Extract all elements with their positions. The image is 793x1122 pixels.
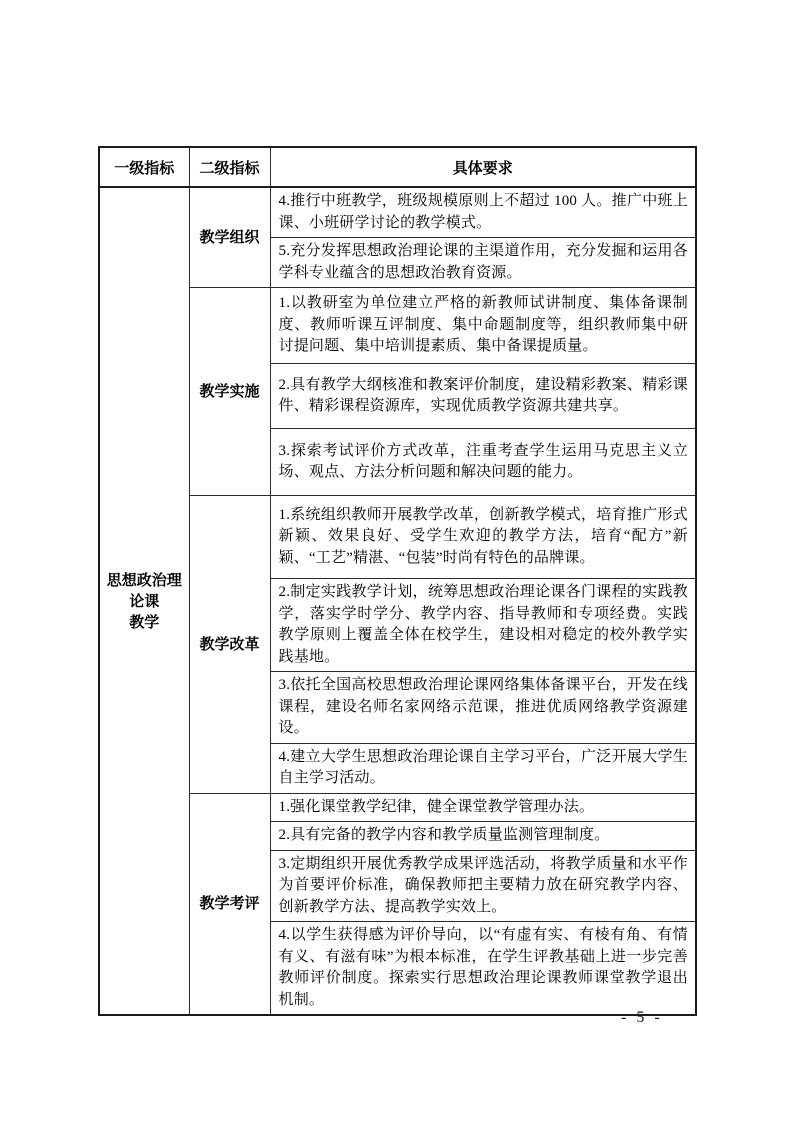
table-row xyxy=(99,496,696,579)
requirement-cell: 5.充分发挥思想政治理论课的主渠道作用，充分发掘和运用各学科专业蕴含的思想政治教育资源。 xyxy=(270,238,696,288)
requirement-cell: 1.强化课堂教学纪律，健全课堂教学管理办法。 xyxy=(270,793,696,822)
requirement-cell: 1.系统组织教师开展教学改革，创新教学模式，培育推广形式新颖、效果良好、受学生欢迎的教学方法，培育“配方”新颖、“工艺”精湛、“包装”时尚有特色的品牌课。 xyxy=(270,496,696,579)
requirement-cell: 3.依托全国高校思想政治理论课网络集体备课平台，开发在线课程，建设名师名家网络示范课，推进优质网络教学资源建设。 xyxy=(270,672,696,744)
level2-cell-teaching-evaluation: 教学考评 xyxy=(189,793,270,1015)
requirement-cell: 2.具有教学大纲核准和教案评价制度，建设精彩教案、精彩课件、精彩课程资源库，实现优质教学资源共建共享。 xyxy=(270,364,696,429)
indicator-table xyxy=(98,146,697,1016)
requirement-cell: 3.探索考试评价方式改革，注重考查学生运用马克思主义立场、观点、方法分析问题和解决问题的能力。 xyxy=(270,429,696,496)
level1-indicator-cell xyxy=(99,187,189,1015)
table-row xyxy=(99,793,696,822)
level2-cell-teaching-implementation: 教学实施 xyxy=(189,288,270,496)
level1-indicator-line: 思想政治理 xyxy=(106,571,182,589)
level1-indicator-line: 教学 xyxy=(129,613,160,631)
requirement-cell: 1.以教研室为单位建立严格的新教师试讲制度、集体备课制度、教师听课互评制度、集中命题制度等，组织教师集中研讨提问题、集中培训提素质、集中备课提质量。 xyxy=(270,288,696,364)
level2-cell-teaching-organization: 教学组织 xyxy=(189,187,270,288)
table-row xyxy=(99,187,696,238)
requirement-cell: 3.定期组织开展优秀教学成果评选活动，将教学质量和水平作为首要评价标准，确保教师把主要精力放在研究教学内容、创新教学方法、提高教学实效上。 xyxy=(270,850,696,922)
header-specific-requirements: 具体要求 xyxy=(270,147,696,187)
header-level1-indicator: 一级指标 xyxy=(99,147,189,187)
requirement-cell: 4.推行中班教学，班级规模原则上不超过 100 人。推广中班上课、小班研学讨论的教学模式。 xyxy=(270,187,696,238)
page-number: - 5 - xyxy=(621,1009,663,1026)
level1-indicator-line: 论课 xyxy=(129,592,160,610)
header-level2-indicator: 二级指标 xyxy=(189,147,270,187)
level2-cell-teaching-reform: 教学改革 xyxy=(189,496,270,794)
requirement-cell: 4.以学生获得感为评价导向，以“有虚有实、有棱有角、有情有义、有滋有味”为根本标准，在学生评教基础上进一步完善教师评价制度。探索实行思想政治理论课教师课堂教学退出机制。 xyxy=(270,922,696,1016)
requirement-cell: 2.制定实践教学计划，统筹思想政治理论课各门课程的实践教学，落实学时学分、教学内容、指导教师和专项经费。实践教学原则上覆盖全体在校学生，建设相对稳定的校外教学实践基地。 xyxy=(270,579,696,672)
table-row xyxy=(99,288,696,364)
requirement-cell: 2.具有完备的教学内容和教学质量监测管理制度。 xyxy=(270,822,696,851)
requirement-cell: 4.建立大学生思想政治理论课自主学习平台，广泛开展大学生自主学习活动。 xyxy=(270,743,696,793)
